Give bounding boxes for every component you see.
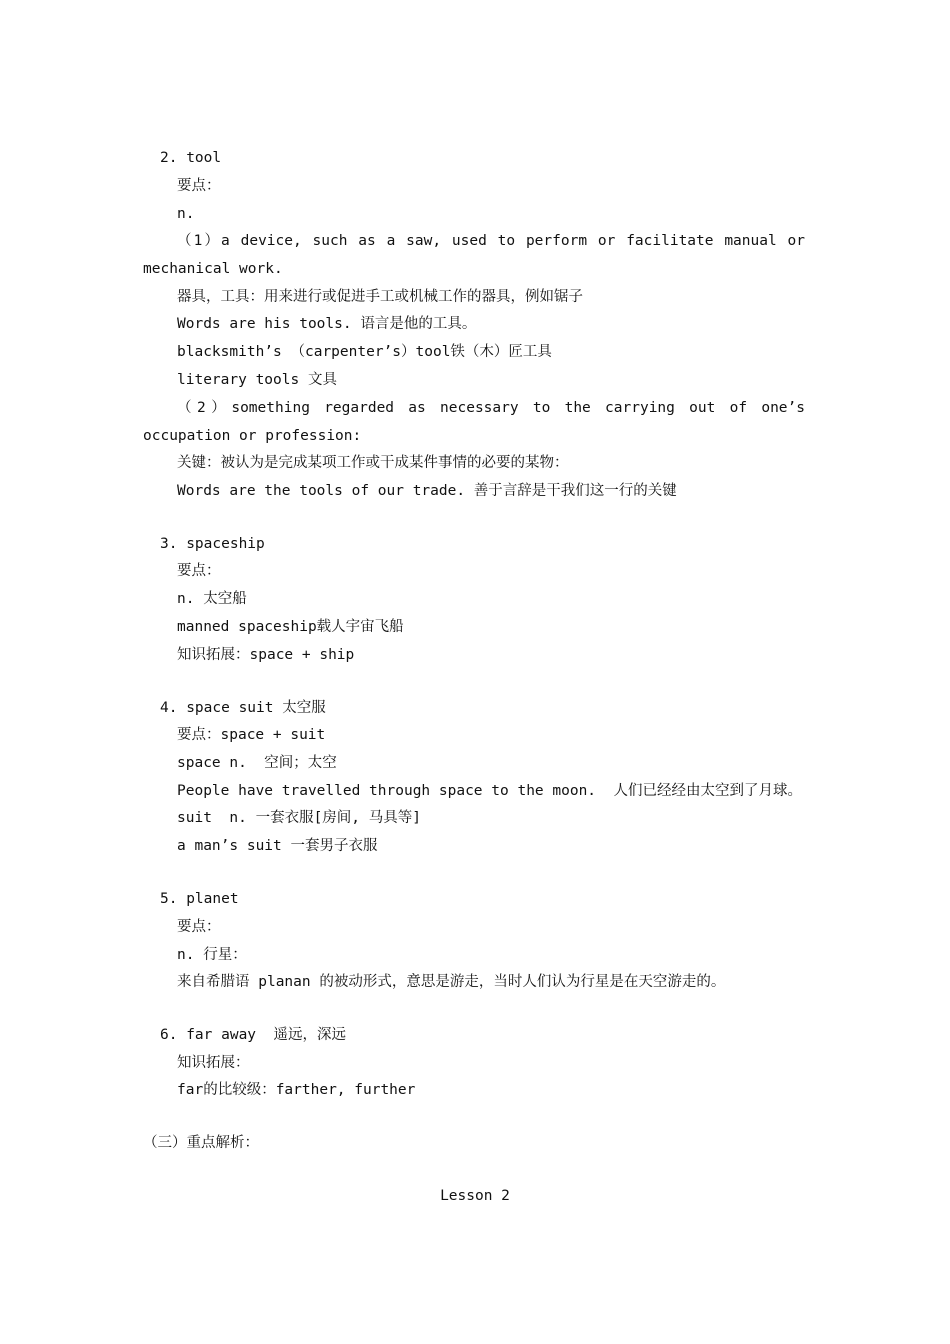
part-of-speech: n. — [177, 206, 195, 222]
definition: suit n. 一套衣服[房间, 马具等] — [177, 810, 421, 826]
extension-label: 知识拓展： — [177, 1055, 250, 1071]
key-points-label: 要点： — [177, 178, 221, 194]
item-3-title: 3. spaceship — [160, 536, 265, 552]
example: manned spaceship载人宇宙飞船 — [177, 619, 404, 635]
example: People have travelled through space to the moon. 人们已经经由太空到了月球。 — [177, 783, 802, 799]
definition-1-cont: mechanical work. — [143, 261, 283, 277]
example: Words are his tools. 语言是他的工具。 — [177, 316, 477, 332]
item-2-title: 2. tool — [160, 150, 222, 166]
section-heading: （三）重点解析： — [143, 1135, 259, 1151]
definition-2: （2）something regarded as necessary to the carrying out of one’s — [177, 400, 805, 416]
definition-1: （1）a device, such as a saw, used to perform or facilitate manual or — [177, 233, 805, 249]
part-of-speech: n. 太空船 — [177, 591, 247, 607]
part-of-speech: n. 行星： — [177, 947, 247, 963]
example: a man’s suit 一套男子衣服 — [177, 838, 378, 854]
definition: space n. 空间；太空 — [177, 755, 337, 771]
definition-2-cont: occupation or profession: — [143, 428, 362, 444]
example: Words are the tools of our trade. 善于言辞是干我们这一行的关键 — [177, 483, 677, 499]
example: blacksmith’s （carpenter’s）tool铁（木）匠工具 — [177, 344, 552, 360]
definition-2-cn: 关键：被认为是完成某项工作或干成某件事情的必要的某物： — [177, 455, 569, 471]
etymology: 来自希腊语 planan 的被动形式，意思是游走，当时人们认为行星是在天空游走的。 — [177, 974, 726, 990]
item-6-title: 6. far away 遥远，深远 — [160, 1027, 346, 1043]
lesson-title: Lesson 2 — [440, 1188, 510, 1204]
key-points-label: 要点： — [177, 563, 221, 579]
item-4-title: 4. space suit 太空服 — [160, 700, 326, 716]
key-points-label: 要点：space + suit — [177, 727, 326, 743]
example: literary tools 文具 — [177, 372, 337, 388]
key-points-label: 要点： — [177, 919, 221, 935]
extension: 知识拓展：space + ship — [177, 647, 355, 663]
item-5-title: 5. planet — [160, 891, 239, 907]
comparative-forms: far的比较级：farther, further — [177, 1082, 416, 1098]
definition-1-cn: 器具，工具：用来进行或促进手工或机械工作的器具，例如锯子 — [177, 289, 583, 305]
